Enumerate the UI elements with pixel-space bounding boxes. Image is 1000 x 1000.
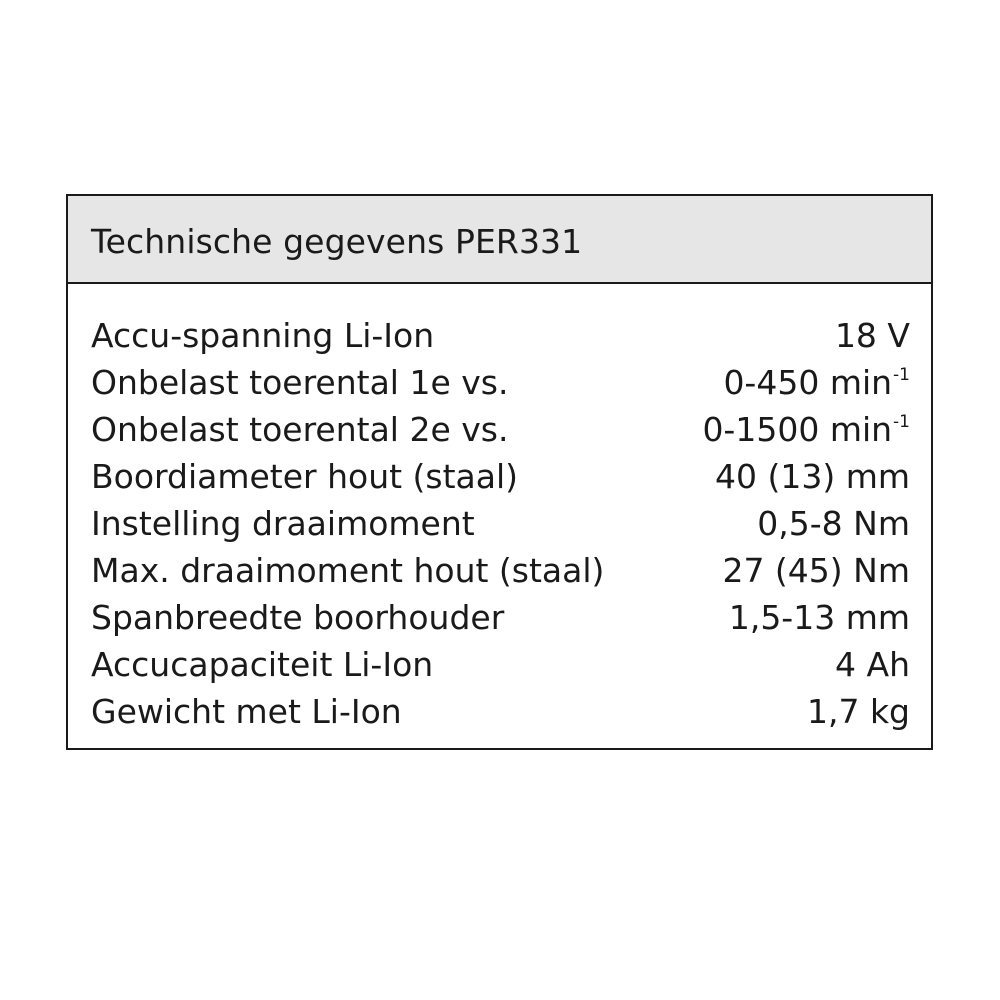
spec-row-speed-1 [91,359,910,406]
spec-table-title: Technische gegevens PER331 [91,221,583,261]
spec-value: 1,5-13 mm [728,598,910,637]
spec-label: Gewicht met Li-Ion [91,692,402,731]
spec-label: Boordiameter hout (staal) [91,457,519,496]
spec-value: 40 (13) mm [714,457,910,496]
spec-label: Accu-spanning Li-Ion [91,316,435,355]
spec-value: 4 Ah [835,645,910,684]
spec-value: 0-450 $\min^{-1}$ [723,363,910,402]
spec-value: 27 (45) Nm [722,551,910,590]
spec-value: 18 V [834,316,910,355]
spec-table [66,194,933,750]
spec-label: Max. draaimoment hout (staal) [91,551,605,590]
spec-row-weight [91,688,910,735]
spec-table-rows [91,312,910,735]
spec-row-voltage [91,312,910,359]
spec-table-header [68,196,931,284]
spec-row-chuck-capacity [91,594,910,641]
spec-value: 0-1500 $\min^{-1}$ [702,410,910,449]
spec-value: 0,5-8 Nm [757,504,910,543]
spec-value-exponent: -1 [893,365,910,385]
spec-row-speed-2 [91,406,910,453]
spec-row-battery-capacity [91,641,910,688]
spec-label: Instelling draaimoment [91,504,475,543]
spec-label: Spanbreedte boorhouder [91,598,505,637]
spec-label: Accucapaciteit Li-Ion [91,645,434,684]
spec-row-max-torque [91,547,910,594]
spec-value-exponent: -1 [893,412,910,432]
spec-row-drill-diameter [91,453,910,500]
spec-row-torque-setting [91,500,910,547]
spec-label: Onbelast toerental 2e vs. [91,410,509,449]
spec-value: 1,7 kg [806,692,910,731]
spec-label: Onbelast toerental 1e vs. [91,363,509,402]
